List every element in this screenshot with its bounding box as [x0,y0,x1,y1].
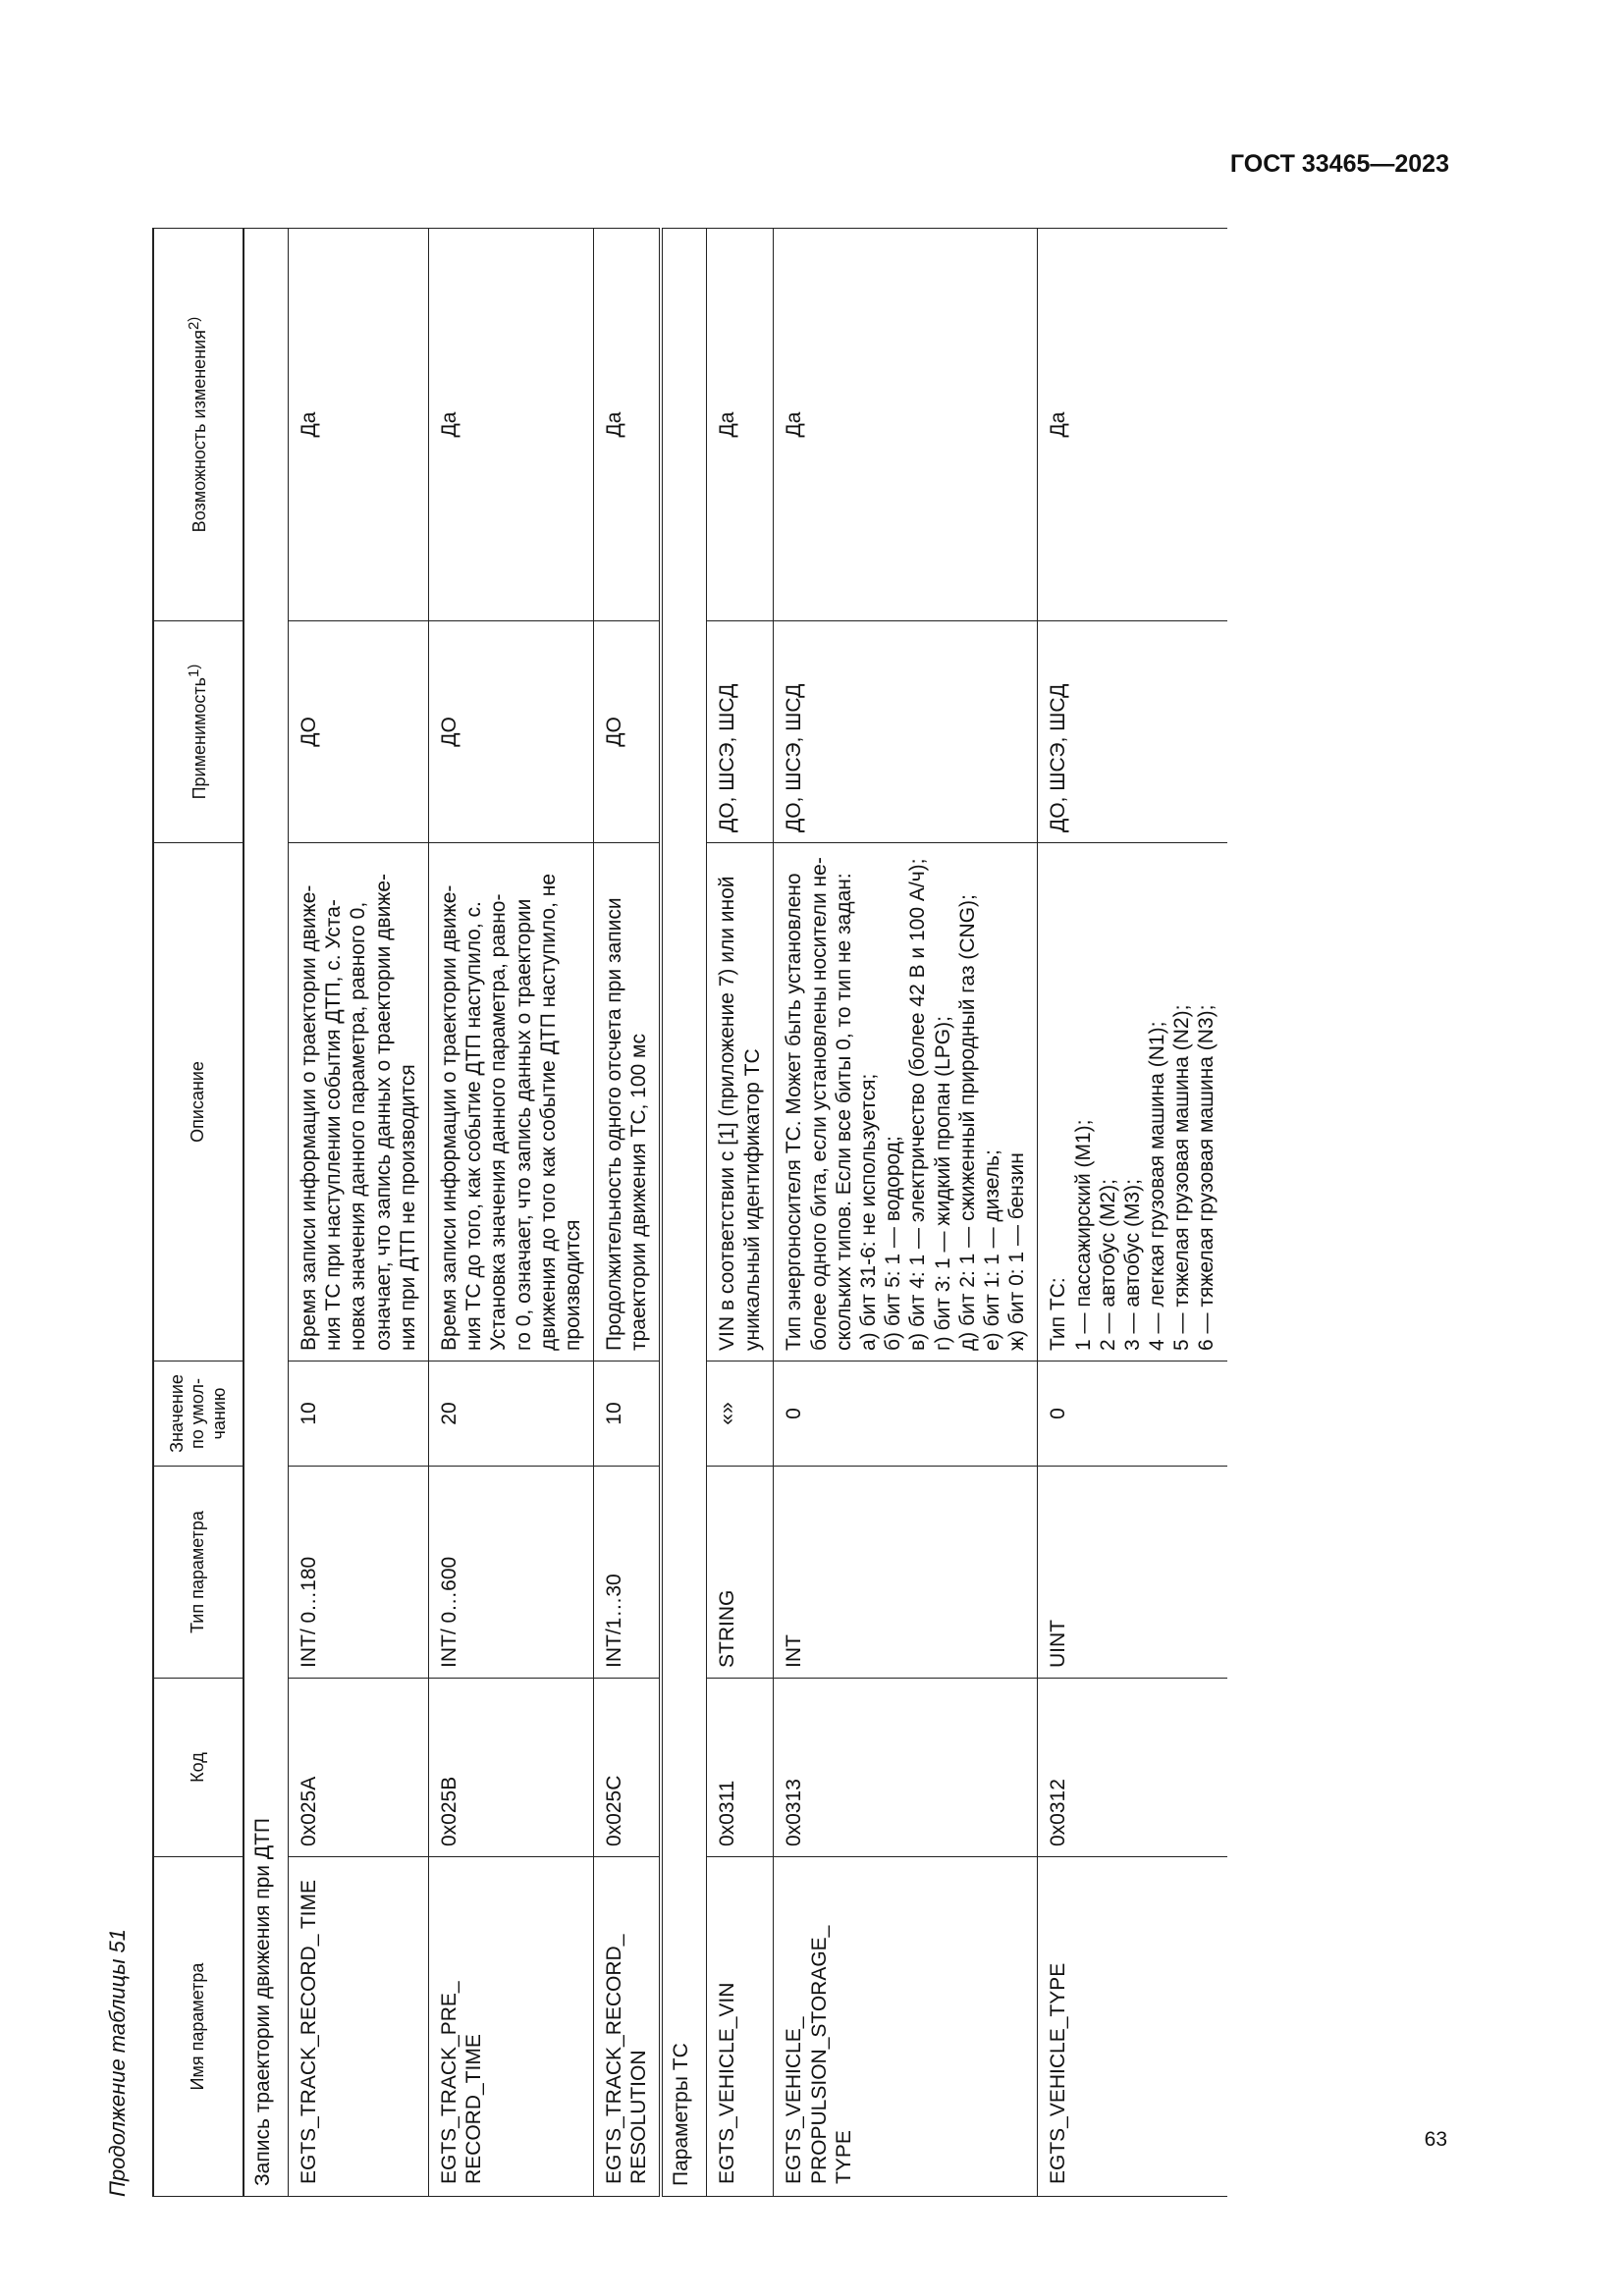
header-changeable-text: Возможность изменения [189,330,210,533]
header-default: Значение по умол-чанию [153,1362,244,1467]
description-line: движения до того как событие ДТП наступило, не [536,873,560,1351]
param-default: 20 [428,1362,593,1467]
table-caption: Продолжение таблицы 51 [105,1929,130,2197]
header-description: Описание [153,843,244,1362]
table-row [594,229,662,2197]
header-type: Тип параметра [153,1467,244,1679]
header-code: Код [153,1679,244,1857]
param-type: INT/1…30 [594,1467,662,1679]
param-code: 0x0313 [774,1679,1038,1857]
param-description [1038,843,1227,1362]
description-line: Время записи информации о траектории движе- [298,884,320,1351]
param-applicability: ДО [289,621,429,843]
param-default: 10 [594,1362,662,1467]
header-name: Имя параметра [153,1857,244,2197]
param-applicability: ДО, ШСЭ, ШСД [1038,621,1227,843]
document-id: ГОСТ 33465—2023 [1229,150,1449,178]
param-code: 0x025A [289,1679,429,1857]
header-applicability-text: Применимость [189,676,210,800]
description-line: производится [561,1219,584,1351]
description-line: Продолжительность одного отсчета при записи [603,897,626,1351]
description-line: го 0, означает, что запись данных о траектории [512,898,535,1351]
param-applicability: ДО [594,621,662,843]
param-changeable: Да [428,229,593,621]
param-name: EGTS_VEHICLE_ PROPULSION_STORAGE_ TYPE [774,1857,1038,2197]
section-row [244,229,289,2197]
description-line: траектории движения ТС, 100 мс [627,1034,651,1351]
param-name: EGTS_VEHICLE_TYPE [1038,1857,1227,2197]
description-line: новка значения данного параметра, равного 0, [347,901,370,1351]
param-code: 0x0312 [1038,1679,1227,1857]
param-default: «» [707,1362,774,1467]
param-type: STRING [707,1467,774,1679]
param-applicability: ДО, ШСЭ, ШСД [707,621,774,843]
param-code: 0x025B [428,1679,593,1857]
description-line: VIN в соответствии с [1] (приложение 7) или иной [716,876,739,1351]
description-line: Тип ТС: [1047,1277,1070,1351]
description-line: означает, что запись данных о траектории движе- [371,873,395,1351]
param-description [707,843,774,1362]
param-default: 0 [774,1362,1038,1467]
section-title: Параметры ТС [661,229,707,2197]
description-line: б) бит 5: 1 — водород; [882,1136,905,1351]
description-line: ния ТС до того, как событие ДТП наступило, с. [462,901,486,1351]
param-name: EGTS_TRACK_RECORD_ RESOLUTION [594,1857,662,2197]
table-header-row [153,229,244,2197]
description-line: Время записи информации о траектории движе- [437,884,460,1351]
param-changeable: Да [774,229,1038,621]
description-line: ния при ДТП не производится [396,1064,419,1351]
param-changeable: Да [594,229,662,621]
section-title: Запись траектории движения при ДТП [244,229,289,2197]
description-line: 1 — пассажирский (М1); [1071,1119,1095,1351]
param-changeable: Да [289,229,429,621]
param-type: INT/ 0…180 [289,1467,429,1679]
description-line: е) бит 1: 1 — дизель; [980,1149,1003,1351]
header-applicability [153,621,244,843]
param-description [594,843,662,1362]
description-line: ния ТС при наступлении события ДТП, с. Уста- [322,899,346,1351]
param-changeable: Да [1038,229,1227,621]
param-changeable: Да [707,229,774,621]
page-number: 63 [1424,2128,1447,2151]
section-row [661,229,707,2197]
description-line: 3 — автобус (М3); [1120,1179,1144,1351]
param-applicability: ДО [428,621,593,843]
description-line: 4 — легкая грузовая машина (N1); [1146,1021,1169,1351]
description-line: 6 — тяжелая грузовая машина (N3); [1195,1004,1218,1351]
footnote-marker: 2) [186,316,203,331]
description-line: скольких типов. Если все биты 0, то тип не задан: [832,873,855,1351]
footnote-marker: 1) [186,664,203,677]
description-line: 5 — тяжелая грузовая машина (N2); [1170,1004,1194,1351]
description-line: уникальный идентификатор ТС [740,1048,764,1351]
description-line: Тип энергоносителя ТС. Может быть установлено [783,873,806,1351]
table-row [774,229,1038,2197]
param-type: UINT [1038,1467,1227,1679]
table-row [289,229,429,2197]
description-line: г) бит 3: 1 — жидкий пропан (LPG); [931,1016,954,1351]
header-changeable [153,229,244,621]
param-description [428,843,593,1362]
param-code: 0x025C [594,1679,662,1857]
param-description [289,843,429,1362]
description-line: Установка значения данного параметра, равно- [487,893,511,1351]
description-line: ж) бит 0: 1 — бензин [1005,1152,1029,1351]
description-line: д) бит 2: 1 — сжиженный природный газ (CNG); [955,894,979,1351]
rotated-page-content [98,229,1432,2197]
table-row [707,229,774,2197]
param-type: INT/ 0…600 [428,1467,593,1679]
param-description [774,843,1038,1362]
param-name: EGTS_TRACK_PRE_ RECORD_TIME [428,1857,593,2197]
parameters-table [152,228,1227,2197]
description-line: а) бит 31-6: не используется; [857,1073,880,1351]
param-name: EGTS_VEHICLE_VIN [707,1857,774,2197]
param-name: EGTS_TRACK_RECORD_ TIME [289,1857,429,2197]
param-default: 10 [289,1362,429,1467]
description-line: в) бит 4: 1 — электричество (более 42 В и 100 А/ч); [906,858,930,1351]
param-code: 0x0311 [707,1679,774,1857]
param-applicability: ДО, ШСЭ, ШСД [774,621,1038,843]
param-default: 0 [1038,1362,1227,1467]
table-row [428,229,593,2197]
param-type: INT [774,1467,1038,1679]
table-row [1038,229,1227,2197]
description-line: 2 — автобус (М2); [1096,1179,1119,1351]
description-line: более одного бита, если установлены носители не- [807,857,831,1351]
